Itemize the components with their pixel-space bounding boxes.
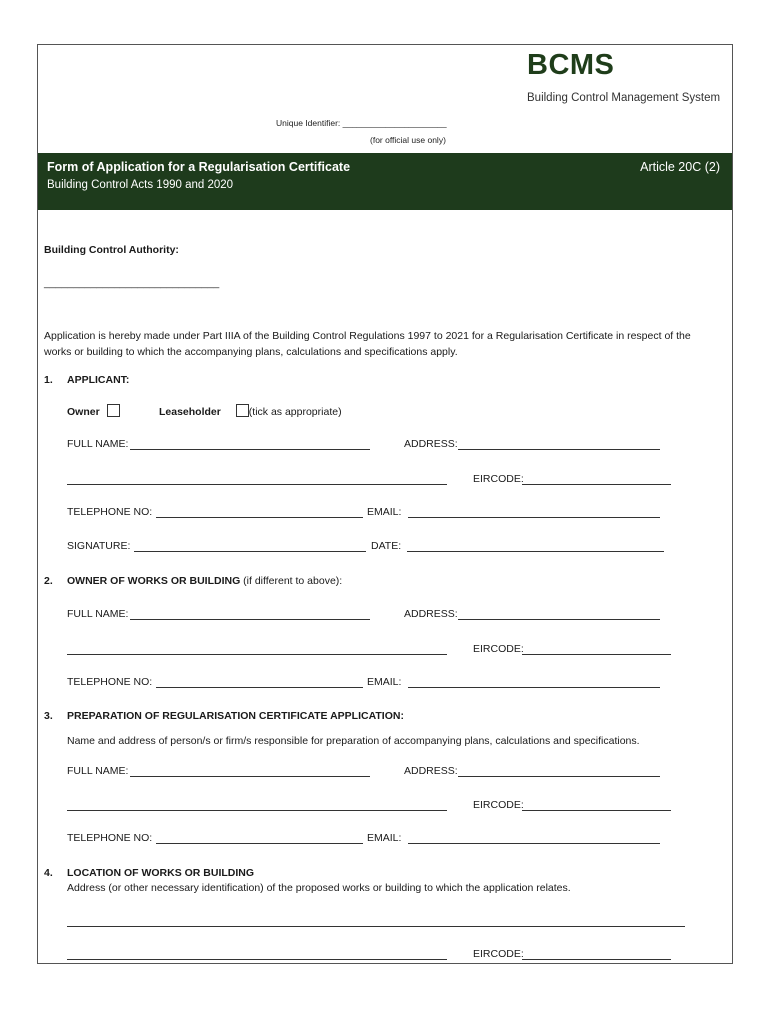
s3-telephone-field[interactable] <box>156 843 363 844</box>
authority-field[interactable]: ______________________________ <box>44 277 220 289</box>
s2-email-label: EMAIL: <box>367 676 402 688</box>
section1-heading: APPLICANT: <box>67 374 130 386</box>
s3-address-label: ADDRESS: <box>404 765 458 777</box>
s1-date-field[interactable] <box>407 551 664 552</box>
s4-eircode-label: EIRCODE: <box>473 948 524 960</box>
s1-full-name-field[interactable] <box>130 449 370 450</box>
s1-address-label: ADDRESS: <box>404 438 458 450</box>
form-title: Form of Application for a Regularisation Certificate <box>47 160 351 174</box>
unique-identifier-label: Unique Identifier: <box>276 118 343 128</box>
leaseholder-label: Leaseholder <box>159 406 221 418</box>
section4-description: Address (or other necessary identification) of the proposed works or building to which the application relates. <box>67 882 571 894</box>
s2-telephone-field[interactable] <box>156 687 363 688</box>
tick-note: (tick as appropriate) <box>248 406 342 418</box>
s2-email-field[interactable] <box>408 687 660 688</box>
s2-eircode-label: EIRCODE: <box>473 643 524 655</box>
s1-address-line2-field[interactable] <box>67 484 447 485</box>
s1-address-field[interactable] <box>458 449 660 450</box>
section1-number: 1. <box>44 374 53 386</box>
section2-heading-text: OWNER OF WORKS OR BUILDING <box>67 575 241 587</box>
form-subtitle: Building Control Acts 1990 and 2020 <box>47 179 234 191</box>
s1-eircode-label: EIRCODE: <box>473 473 524 485</box>
s3-eircode-field[interactable] <box>522 810 671 811</box>
s3-address-line2-field[interactable] <box>67 810 447 811</box>
s2-address-line2-field[interactable] <box>67 654 447 655</box>
form-page <box>37 44 733 964</box>
system-name: Building Control Management System <box>527 92 721 104</box>
s3-email-field[interactable] <box>408 843 660 844</box>
s4-address-line2-field[interactable] <box>67 959 447 960</box>
owner-option <box>67 404 120 418</box>
article-reference: Article 20C (2) <box>640 160 720 174</box>
section2-number: 2. <box>44 575 53 587</box>
section2-heading <box>67 575 342 587</box>
official-use-note: (for official use only) <box>370 135 446 145</box>
s3-eircode-label: EIRCODE: <box>473 799 524 811</box>
s1-signature-label: SIGNATURE: <box>67 540 131 552</box>
leaseholder-checkbox[interactable] <box>236 404 249 417</box>
section4-number: 4. <box>44 867 53 879</box>
s1-telephone-label: TELEPHONE NO: <box>67 506 153 518</box>
s3-address-field[interactable] <box>458 776 660 777</box>
s1-email-label: EMAIL: <box>367 506 402 518</box>
s1-full-name-label: FULL NAME: <box>67 438 129 450</box>
section3-description: Name and address of person/s or firm/s responsible for preparation of accompanying plans, calculations and specifications. <box>67 735 640 747</box>
leaseholder-option <box>159 404 342 418</box>
s3-email-label: EMAIL: <box>367 832 402 844</box>
s2-address-label: ADDRESS: <box>404 608 458 620</box>
section3-number: 3. <box>44 710 53 722</box>
unique-identifier <box>276 118 447 128</box>
s3-telephone-label: TELEPHONE NO: <box>67 832 153 844</box>
section4-heading: LOCATION OF WORKS OR BUILDING <box>67 867 255 879</box>
owner-label: Owner <box>67 406 100 418</box>
unique-identifier-field[interactable]: ______________________ <box>342 118 447 128</box>
bcms-logo: BCMS <box>527 49 615 81</box>
owner-checkbox[interactable] <box>107 404 120 417</box>
s2-full-name-label: FULL NAME: <box>67 608 129 620</box>
section2-heading-note: (if different to above): <box>240 575 343 587</box>
s4-address-line1-field[interactable] <box>67 926 685 927</box>
s1-signature-field[interactable] <box>134 551 366 552</box>
s1-eircode-field[interactable] <box>522 484 671 485</box>
s1-telephone-field[interactable] <box>156 517 363 518</box>
s2-address-field[interactable] <box>458 619 660 620</box>
s2-eircode-field[interactable] <box>522 654 671 655</box>
s1-date-label: DATE: <box>371 540 402 552</box>
form-title-banner <box>38 153 732 210</box>
s2-telephone-label: TELEPHONE NO: <box>67 676 153 688</box>
s3-full-name-field[interactable] <box>130 776 370 777</box>
section3-heading: PREPARATION OF REGULARISATION CERTIFICATE APPLICATION: <box>67 710 404 722</box>
s4-eircode-field[interactable] <box>522 959 671 960</box>
s2-full-name-field[interactable] <box>130 619 370 620</box>
authority-label: Building Control Authority: <box>44 244 179 256</box>
s3-full-name-label: FULL NAME: <box>67 765 129 777</box>
intro-paragraph: Application is hereby made under Part IIIA of the Building Control Regulations 1997 to 2021 for a Regularisation Certificate in respect of the works or building to which the accompanying plans, calculations and specifications apply. <box>44 330 691 358</box>
s1-email-field[interactable] <box>408 517 660 518</box>
